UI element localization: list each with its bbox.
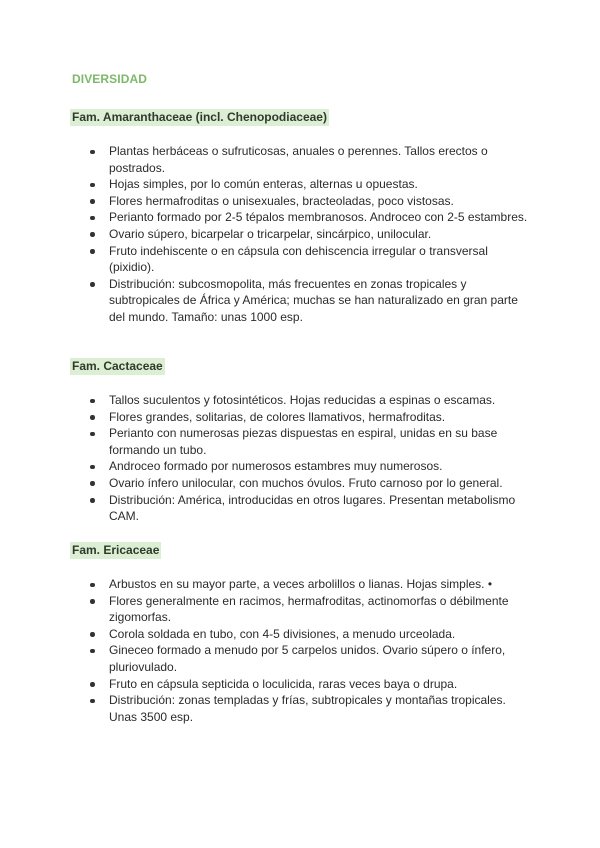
list-item: Arbustos en su mayor parte, a veces arbolillos o lianas. Hojas simples. •	[72, 576, 532, 593]
list-item: Ovario ínfero unilocular, con muchos óvulos. Fruto carnoso por lo general.	[72, 475, 532, 492]
section-heading: Fam. Cactaceae	[72, 359, 163, 373]
list-item: Ovario súpero, bicarpelar o tricarpelar, sincárpico, unilocular.	[72, 226, 532, 243]
list-item: Plantas herbáceas o sufruticosas, anuales o perennes. Tallos erectos o postrados.	[72, 143, 532, 176]
section-heading: Fam. Amaranthaceae (incl. Chenopodiaceae)	[72, 110, 327, 124]
list-item: Distribución: América, introducidas en otros lugares. Presentan metabolismo CAM.	[72, 492, 532, 525]
list-item: Gineceo formado a menudo por 5 carpelos unidos. Ovario súpero o ínfero, pluriovulado.	[72, 642, 532, 675]
list-item: Perianto formado por 2-5 tépalos membranosos. Androceo con 2-5 estambres.	[72, 209, 532, 226]
list-item: Perianto con numerosas piezas dispuestas en espiral, unidas en su base formando un tubo.	[72, 425, 532, 458]
bullet-list	[72, 392, 532, 525]
section-ericaceae	[72, 541, 532, 725]
section-amaranthaceae	[72, 108, 532, 326]
list-item: Flores generalmente en racimos, hermafroditas, actinomorfas o débilmente zigomorfas.	[72, 593, 532, 626]
list-item: Corola soldada en tubo, con 4-5 divisiones, a menudo urceolada.	[72, 626, 532, 643]
list-item: Fruto en cápsula septicida o loculicida, raras veces baya o drupa.	[72, 676, 532, 693]
document-title: DIVERSIDAD	[72, 72, 148, 86]
list-item: Hojas simples, por lo común enteras, alternas u opuestas.	[72, 176, 532, 193]
list-item: Tallos suculentos y fotosintéticos. Hojas reducidas a espinas o escamas.	[72, 392, 532, 409]
list-item: Flores hermafroditas o unisexuales, bracteoladas, poco vistosas.	[72, 193, 532, 210]
list-item: Distribución: subcosmopolita, más frecuentes en zonas tropicales y subtropicales de África y América; muchas se han naturalizado en gran parte del mundo. Tamaño: unas 1000 esp.	[72, 276, 532, 326]
list-item: Distribución: zonas templadas y frías, subtropicales y montañas tropicales. Unas 3500 esp.	[72, 692, 532, 725]
section-cactaceae	[72, 357, 532, 525]
bullet-list	[72, 143, 532, 326]
list-item: Fruto indehiscente o en cápsula con dehiscencia irregular o transversal (pixidio).	[72, 243, 532, 276]
list-item: Flores grandes, solitarias, de colores llamativos, hermafroditas.	[72, 409, 532, 426]
list-item: Androceo formado por numerosos estambres muy numerosos.	[72, 458, 532, 475]
section-heading: Fam. Ericaceae	[72, 543, 160, 557]
bullet-list	[72, 576, 532, 725]
